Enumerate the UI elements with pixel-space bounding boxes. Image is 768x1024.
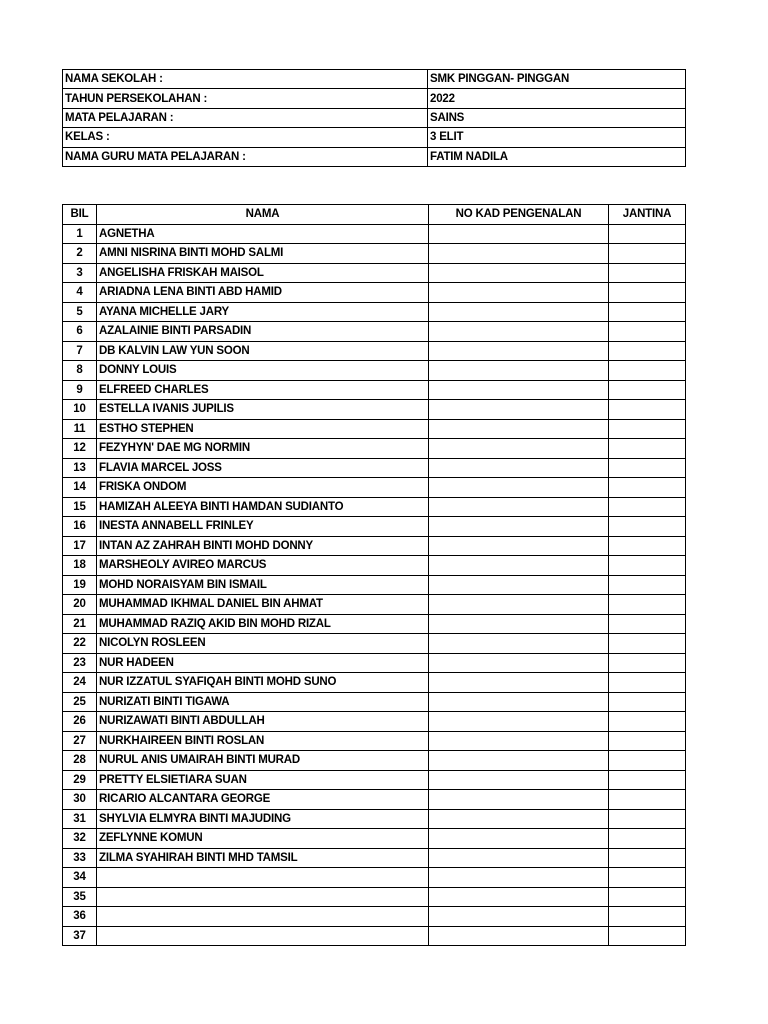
jantina-cell[interactable] — [609, 868, 686, 888]
table-row — [63, 400, 686, 420]
jantina-cell[interactable] — [609, 809, 686, 829]
table-row — [63, 244, 686, 264]
no-kad-pengenalan-cell[interactable] — [429, 341, 609, 361]
bil-cell: 7 — [63, 341, 97, 361]
table-row — [63, 380, 686, 400]
header-no-kad-pengenalan: NO KAD PENGENALAN — [429, 205, 609, 225]
jantina-cell[interactable] — [609, 770, 686, 790]
nama-cell[interactable]: SHYLVIA ELMYRA BINTI MAJUDING — [97, 809, 429, 829]
jantina-cell[interactable] — [609, 322, 686, 342]
no-kad-pengenalan-cell[interactable] — [429, 361, 609, 381]
student-table-header — [63, 205, 686, 225]
bil-cell: 3 — [63, 263, 97, 283]
nama-cell[interactable]: NURKHAIREEN BINTI ROSLAN — [97, 731, 429, 751]
no-kad-pengenalan-cell[interactable] — [429, 536, 609, 556]
table-row — [63, 634, 686, 654]
table-row — [63, 595, 686, 615]
no-kad-pengenalan-cell[interactable] — [429, 478, 609, 498]
nama-cell[interactable]: MUHAMMAD IKHMAL DANIEL BIN AHMAT — [97, 595, 429, 615]
no-kad-pengenalan-cell[interactable] — [429, 322, 609, 342]
jantina-cell[interactable] — [609, 595, 686, 615]
student-table-body — [63, 224, 686, 946]
jantina-cell[interactable] — [609, 361, 686, 381]
jantina-cell[interactable] — [609, 829, 686, 849]
info-label: KELAS : — [63, 128, 428, 147]
header-bil: BIL — [63, 205, 97, 225]
no-kad-pengenalan-cell[interactable] — [429, 614, 609, 634]
jantina-cell[interactable] — [609, 575, 686, 595]
bil-cell: 13 — [63, 458, 97, 478]
no-kad-pengenalan-cell[interactable] — [429, 224, 609, 244]
table-row — [63, 283, 686, 303]
table-row — [63, 322, 686, 342]
jantina-cell[interactable] — [609, 556, 686, 576]
jantina-cell[interactable] — [609, 263, 686, 283]
jantina-cell[interactable] — [609, 283, 686, 303]
no-kad-pengenalan-cell[interactable] — [429, 653, 609, 673]
nama-cell[interactable]: INESTA ANNABELL FRINLEY — [97, 517, 429, 537]
nama-cell[interactable] — [97, 868, 429, 888]
table-row — [63, 692, 686, 712]
nama-cell[interactable]: ESTHO STEPHEN — [97, 419, 429, 439]
bil-cell: 8 — [63, 361, 97, 381]
bil-cell: 14 — [63, 478, 97, 498]
bil-cell: 10 — [63, 400, 97, 420]
jantina-cell[interactable] — [609, 673, 686, 693]
nama-cell[interactable]: NURIZATI BINTI TIGAWA — [97, 692, 429, 712]
no-kad-pengenalan-cell[interactable] — [429, 497, 609, 517]
bil-cell: 27 — [63, 731, 97, 751]
table-row — [63, 341, 686, 361]
jantina-cell[interactable] — [609, 848, 686, 868]
jantina-cell[interactable] — [609, 244, 686, 264]
no-kad-pengenalan-cell[interactable] — [429, 439, 609, 459]
no-kad-pengenalan-cell[interactable] — [429, 302, 609, 322]
info-value[interactable]: SAINS — [428, 108, 686, 127]
table-row — [63, 868, 686, 888]
no-kad-pengenalan-cell[interactable] — [429, 595, 609, 615]
bil-cell: 9 — [63, 380, 97, 400]
no-kad-pengenalan-cell[interactable] — [429, 283, 609, 303]
jantina-cell[interactable] — [609, 478, 686, 498]
table-row — [63, 517, 686, 537]
bil-cell: 5 — [63, 302, 97, 322]
school-info-table — [62, 69, 686, 167]
table-row — [63, 614, 686, 634]
table-row — [63, 770, 686, 790]
jantina-cell[interactable] — [609, 536, 686, 556]
bil-cell: 28 — [63, 751, 97, 771]
table-row — [63, 575, 686, 595]
student-list-table — [62, 204, 686, 946]
jantina-cell[interactable] — [609, 341, 686, 361]
jantina-cell[interactable] — [609, 887, 686, 907]
info-row — [63, 108, 686, 127]
no-kad-pengenalan-cell[interactable] — [429, 380, 609, 400]
table-row — [63, 458, 686, 478]
no-kad-pengenalan-cell[interactable] — [429, 770, 609, 790]
nama-cell[interactable]: ARIADNA LENA BINTI ABD HAMID — [97, 283, 429, 303]
bil-cell: 23 — [63, 653, 97, 673]
nama-cell[interactable]: MOHD NORAISYAM BIN ISMAIL — [97, 575, 429, 595]
table-row — [63, 302, 686, 322]
nama-cell[interactable]: DB KALVIN LAW YUN SOON — [97, 341, 429, 361]
no-kad-pengenalan-cell[interactable] — [429, 400, 609, 420]
bil-cell: 4 — [63, 283, 97, 303]
jantina-cell[interactable] — [609, 614, 686, 634]
bil-cell: 1 — [63, 224, 97, 244]
bil-cell: 17 — [63, 536, 97, 556]
no-kad-pengenalan-cell[interactable] — [429, 673, 609, 693]
table-row — [63, 751, 686, 771]
school-info-body — [63, 70, 686, 167]
jantina-cell[interactable] — [609, 712, 686, 732]
info-label: NAMA GURU MATA PELAJARAN : — [63, 147, 428, 166]
table-row — [63, 887, 686, 907]
bil-cell: 26 — [63, 712, 97, 732]
jantina-cell[interactable] — [609, 653, 686, 673]
info-value[interactable]: 2022 — [428, 89, 686, 108]
table-row — [63, 653, 686, 673]
jantina-cell[interactable] — [609, 517, 686, 537]
bil-cell: 15 — [63, 497, 97, 517]
info-row — [63, 147, 686, 166]
info-row — [63, 70, 686, 89]
no-kad-pengenalan-cell[interactable] — [429, 517, 609, 537]
nama-cell[interactable]: FEZYHYN' DAE MG NORMIN — [97, 439, 429, 459]
info-label: TAHUN PERSEKOLAHAN : — [63, 89, 428, 108]
bil-cell: 37 — [63, 926, 97, 946]
info-value[interactable]: SMK PINGGAN- PINGGAN — [428, 70, 686, 89]
jantina-cell[interactable] — [609, 224, 686, 244]
nama-cell[interactable]: PRETTY ELSIETIARA SUAN — [97, 770, 429, 790]
jantina-cell[interactable] — [609, 380, 686, 400]
nama-cell[interactable]: INTAN AZ ZAHRAH BINTI MOHD DONNY — [97, 536, 429, 556]
table-row — [63, 790, 686, 810]
header-jantina: JANTINA — [609, 205, 686, 225]
nama-cell[interactable] — [97, 907, 429, 927]
table-row — [63, 809, 686, 829]
info-value[interactable]: FATIM NADILA — [428, 147, 686, 166]
jantina-cell[interactable] — [609, 400, 686, 420]
nama-cell[interactable]: AGNETHA — [97, 224, 429, 244]
no-kad-pengenalan-cell[interactable] — [429, 907, 609, 927]
jantina-cell[interactable] — [609, 634, 686, 654]
nama-cell[interactable]: RICARIO ALCANTARA GEORGE — [97, 790, 429, 810]
table-row — [63, 848, 686, 868]
nama-cell[interactable]: NURIZAWATI BINTI ABDULLAH — [97, 712, 429, 732]
no-kad-pengenalan-cell[interactable] — [429, 926, 609, 946]
table-row — [63, 556, 686, 576]
info-row — [63, 89, 686, 108]
info-row — [63, 128, 686, 147]
table-row — [63, 926, 686, 946]
bil-cell: 29 — [63, 770, 97, 790]
header-nama: NAMA — [97, 205, 429, 225]
jantina-cell[interactable] — [609, 302, 686, 322]
nama-cell[interactable]: AZALAINIE BINTI PARSADIN — [97, 322, 429, 342]
bil-cell: 2 — [63, 244, 97, 264]
jantina-cell[interactable] — [609, 419, 686, 439]
nama-cell[interactable]: HAMIZAH ALEEYA BINTI HAMDAN SUDIANTO — [97, 497, 429, 517]
header-row — [63, 205, 686, 225]
nama-cell[interactable]: DONNY LOUIS — [97, 361, 429, 381]
nama-cell[interactable]: ZILMA SYAHIRAH BINTI MHD TAMSIL — [97, 848, 429, 868]
no-kad-pengenalan-cell[interactable] — [429, 751, 609, 771]
nama-cell[interactable]: FRISKA ONDOM — [97, 478, 429, 498]
jantina-cell[interactable] — [609, 751, 686, 771]
table-row — [63, 478, 686, 498]
nama-cell[interactable]: ANGELISHA FRISKAH MAISOL — [97, 263, 429, 283]
info-value[interactable]: 3 ELIT — [428, 128, 686, 147]
jantina-cell[interactable] — [609, 692, 686, 712]
bil-cell: 25 — [63, 692, 97, 712]
table-row — [63, 263, 686, 283]
no-kad-pengenalan-cell[interactable] — [429, 419, 609, 439]
nama-cell[interactable]: ELFREED CHARLES — [97, 380, 429, 400]
nama-cell[interactable]: AYANA MICHELLE JARY — [97, 302, 429, 322]
bil-cell: 21 — [63, 614, 97, 634]
no-kad-pengenalan-cell[interactable] — [429, 731, 609, 751]
nama-cell[interactable] — [97, 887, 429, 907]
bil-cell: 6 — [63, 322, 97, 342]
bil-cell: 11 — [63, 419, 97, 439]
nama-cell[interactable]: ESTELLA IVANIS JUPILIS — [97, 400, 429, 420]
no-kad-pengenalan-cell[interactable] — [429, 458, 609, 478]
jantina-cell[interactable] — [609, 926, 686, 946]
jantina-cell[interactable] — [609, 790, 686, 810]
table-row — [63, 907, 686, 927]
bil-cell: 24 — [63, 673, 97, 693]
table-row — [63, 224, 686, 244]
info-label: MATA PELAJARAN : — [63, 108, 428, 127]
bil-cell: 36 — [63, 907, 97, 927]
no-kad-pengenalan-cell[interactable] — [429, 634, 609, 654]
bil-cell: 12 — [63, 439, 97, 459]
info-label: NAMA SEKOLAH : — [63, 70, 428, 89]
no-kad-pengenalan-cell[interactable] — [429, 887, 609, 907]
no-kad-pengenalan-cell[interactable] — [429, 692, 609, 712]
table-row — [63, 536, 686, 556]
nama-cell[interactable]: NUR IZZATUL SYAFIQAH BINTI MOHD SUNO — [97, 673, 429, 693]
no-kad-pengenalan-cell[interactable] — [429, 556, 609, 576]
no-kad-pengenalan-cell[interactable] — [429, 848, 609, 868]
jantina-cell[interactable] — [609, 497, 686, 517]
jantina-cell[interactable] — [609, 439, 686, 459]
nama-cell[interactable]: ZEFLYNNE KOMUN — [97, 829, 429, 849]
nama-cell[interactable]: MARSHEOLY AVIREO MARCUS — [97, 556, 429, 576]
bil-cell: 32 — [63, 829, 97, 849]
jantina-cell[interactable] — [609, 731, 686, 751]
table-row — [63, 497, 686, 517]
no-kad-pengenalan-cell[interactable] — [429, 809, 609, 829]
nama-cell[interactable]: FLAVIA MARCEL JOSS — [97, 458, 429, 478]
no-kad-pengenalan-cell[interactable] — [429, 829, 609, 849]
bil-cell: 30 — [63, 790, 97, 810]
no-kad-pengenalan-cell[interactable] — [429, 244, 609, 264]
no-kad-pengenalan-cell[interactable] — [429, 575, 609, 595]
bil-cell: 18 — [63, 556, 97, 576]
table-row — [63, 439, 686, 459]
bil-cell: 19 — [63, 575, 97, 595]
nama-cell[interactable]: NICOLYN ROSLEEN — [97, 634, 429, 654]
table-row — [63, 829, 686, 849]
nama-cell[interactable]: MUHAMMAD RAZIQ AKID BIN MOHD RIZAL — [97, 614, 429, 634]
table-row — [63, 361, 686, 381]
nama-cell[interactable]: NUR HADEEN — [97, 653, 429, 673]
jantina-cell[interactable] — [609, 458, 686, 478]
bil-cell: 33 — [63, 848, 97, 868]
no-kad-pengenalan-cell[interactable] — [429, 263, 609, 283]
table-row — [63, 419, 686, 439]
bil-cell: 34 — [63, 868, 97, 888]
bil-cell: 20 — [63, 595, 97, 615]
nama-cell[interactable] — [97, 926, 429, 946]
no-kad-pengenalan-cell[interactable] — [429, 790, 609, 810]
nama-cell[interactable]: NURUL ANIS UMAIRAH BINTI MURAD — [97, 751, 429, 771]
no-kad-pengenalan-cell[interactable] — [429, 868, 609, 888]
bil-cell: 35 — [63, 887, 97, 907]
bil-cell: 31 — [63, 809, 97, 829]
table-row — [63, 712, 686, 732]
jantina-cell[interactable] — [609, 907, 686, 927]
table-row — [63, 731, 686, 751]
bil-cell: 16 — [63, 517, 97, 537]
no-kad-pengenalan-cell[interactable] — [429, 712, 609, 732]
bil-cell: 22 — [63, 634, 97, 654]
table-row — [63, 673, 686, 693]
nama-cell[interactable]: AMNI NISRINA BINTI MOHD SALMI — [97, 244, 429, 264]
